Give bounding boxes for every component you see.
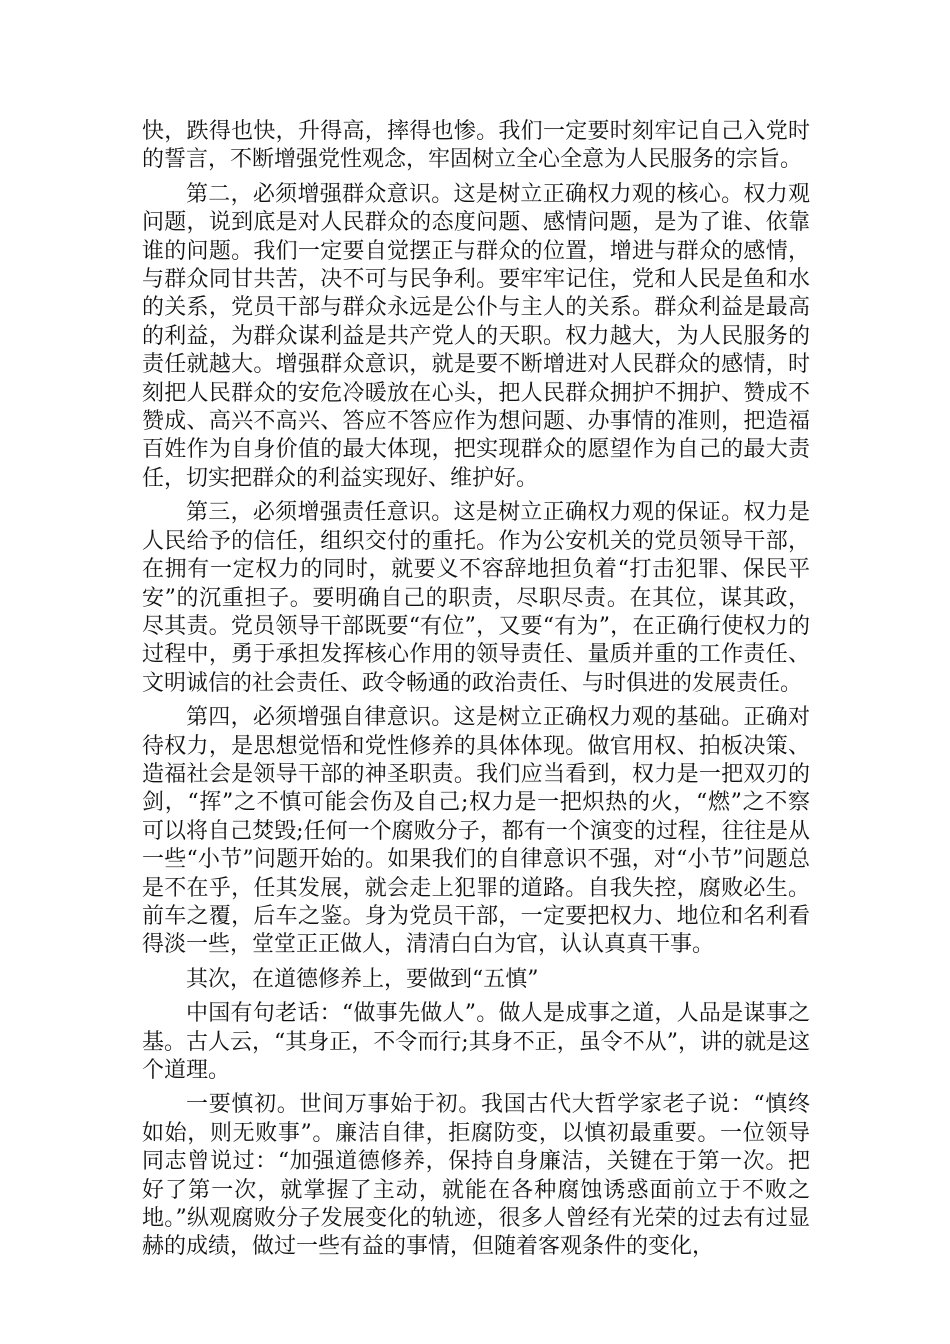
paragraph-responsibility-awareness: 第三，必须增强责任意识。这是树立正确权力观的保证。权力是人民给予的信任，组织交付的重托。作为公安机关的党员领导干部，在拥有一定权力的同时，就要义不容辞地担负着“打击犯罪、保民平安”的沉重担子。要明确自己的职责，尽职尽责。在其位，谋其政，尽其责。党员领导干部既要“有位”，又要“有为”，在正确行使权力的过程中，勇于承担发挥核心作用的领导责任、量质并重的工作责任、文明诚信的社会责任、政令畅通的政治责任、与时俱进的发展责任。 bbox=[142, 500, 810, 696]
paragraph-old-saying: 中国有句老话：“做事先做人”。做人是成事之道，人品是谋事之基。古人云，“其身正，不令而行;其身不正，虽令不从”，讲的就是这个道理。 bbox=[142, 1001, 810, 1083]
paragraph-continuation: 快，跌得也快，升得高，摔得也惨。我们一定要时刻牢记自己入党时的誓言，不断增强党性观念，牢固树立全心全意为人民服务的宗旨。 bbox=[142, 119, 810, 173]
document-body bbox=[142, 118, 810, 1268]
paragraph-self-discipline-awareness: 第四，必须增强自律意识。这是树立正确权力观的基础。正确对待权力，是思想觉悟和党性修养的具体体现。做官用权、拍板决策、造福社会是领导干部的神圣职责。我们应当看到，权力是一把双刃的剑，“挥”之不慎可能会伤及自己;权力是一把炽热的火，“燃”之不察可以将自己焚毁;任何一个腐败分子，都有一个演变的过程，往往是从一些“小节”问题开始的。如果我们的自律意识不强，对“小节”问题总是不在乎，任其发展，就会走上犯罪的道路。自我失控，腐败必生。前车之覆，后车之鉴。身为党员干部，一定要把权力、地位和名利看得淡一些，堂堂正正做人，清清白白为官，认认真真干事。 bbox=[142, 705, 810, 958]
paragraph-mass-awareness: 第二，必须增强群众意识。这是树立正确权力观的核心。权力观问题，说到底是对人民群众的态度问题、感情问题，是为了谁、依靠谁的问题。我们一定要自觉摆正与群众的位置，增进与群众的感情，与群众同甘共苦，决不可与民争利。要牢牢记住，党和人民是鱼和水的关系，党员干部与群众永远是公仆与主人的关系。群众利益是最高的利益，为群众谋利益是共产党人的天职。权力越大，为人民服务的责任就越大。增强群众意识，就是要不断增进对人民群众的感情，时刻把人民群众的安危冷暖放在心头，把人民群众拥护不拥护、赞成不赞成、高兴不高兴、答应不答应作为想问题、办事情的准则，把造福百姓作为自身价值的最大体现，把实现群众的愿望作为自己的最大责任，切实把群众的利益实现好、维护好。 bbox=[142, 181, 810, 491]
section-heading-five-cautions: 其次，在道德修养上，要做到“五慎” bbox=[186, 966, 539, 992]
paragraph-caution-beginning: 一要慎初。世间万事始于初。我国古代大哲学家老子说：“慎终如始，则无败事”。廉洁自律，拒腐防变，以慎初最重要。一位领导同志曾说过：“加强道德修养，保持自身廉洁，关键在于第一次。把好了第一次，就掌握了主动，就能在各种腐蚀诱惑面前立于不败之地。”纵观腐败分子发展变化的轨迹，很多人曾经有光荣的过去有过显赫的成绩，做过一些有益的事情，但随着客观条件的变化， bbox=[142, 1092, 810, 1260]
